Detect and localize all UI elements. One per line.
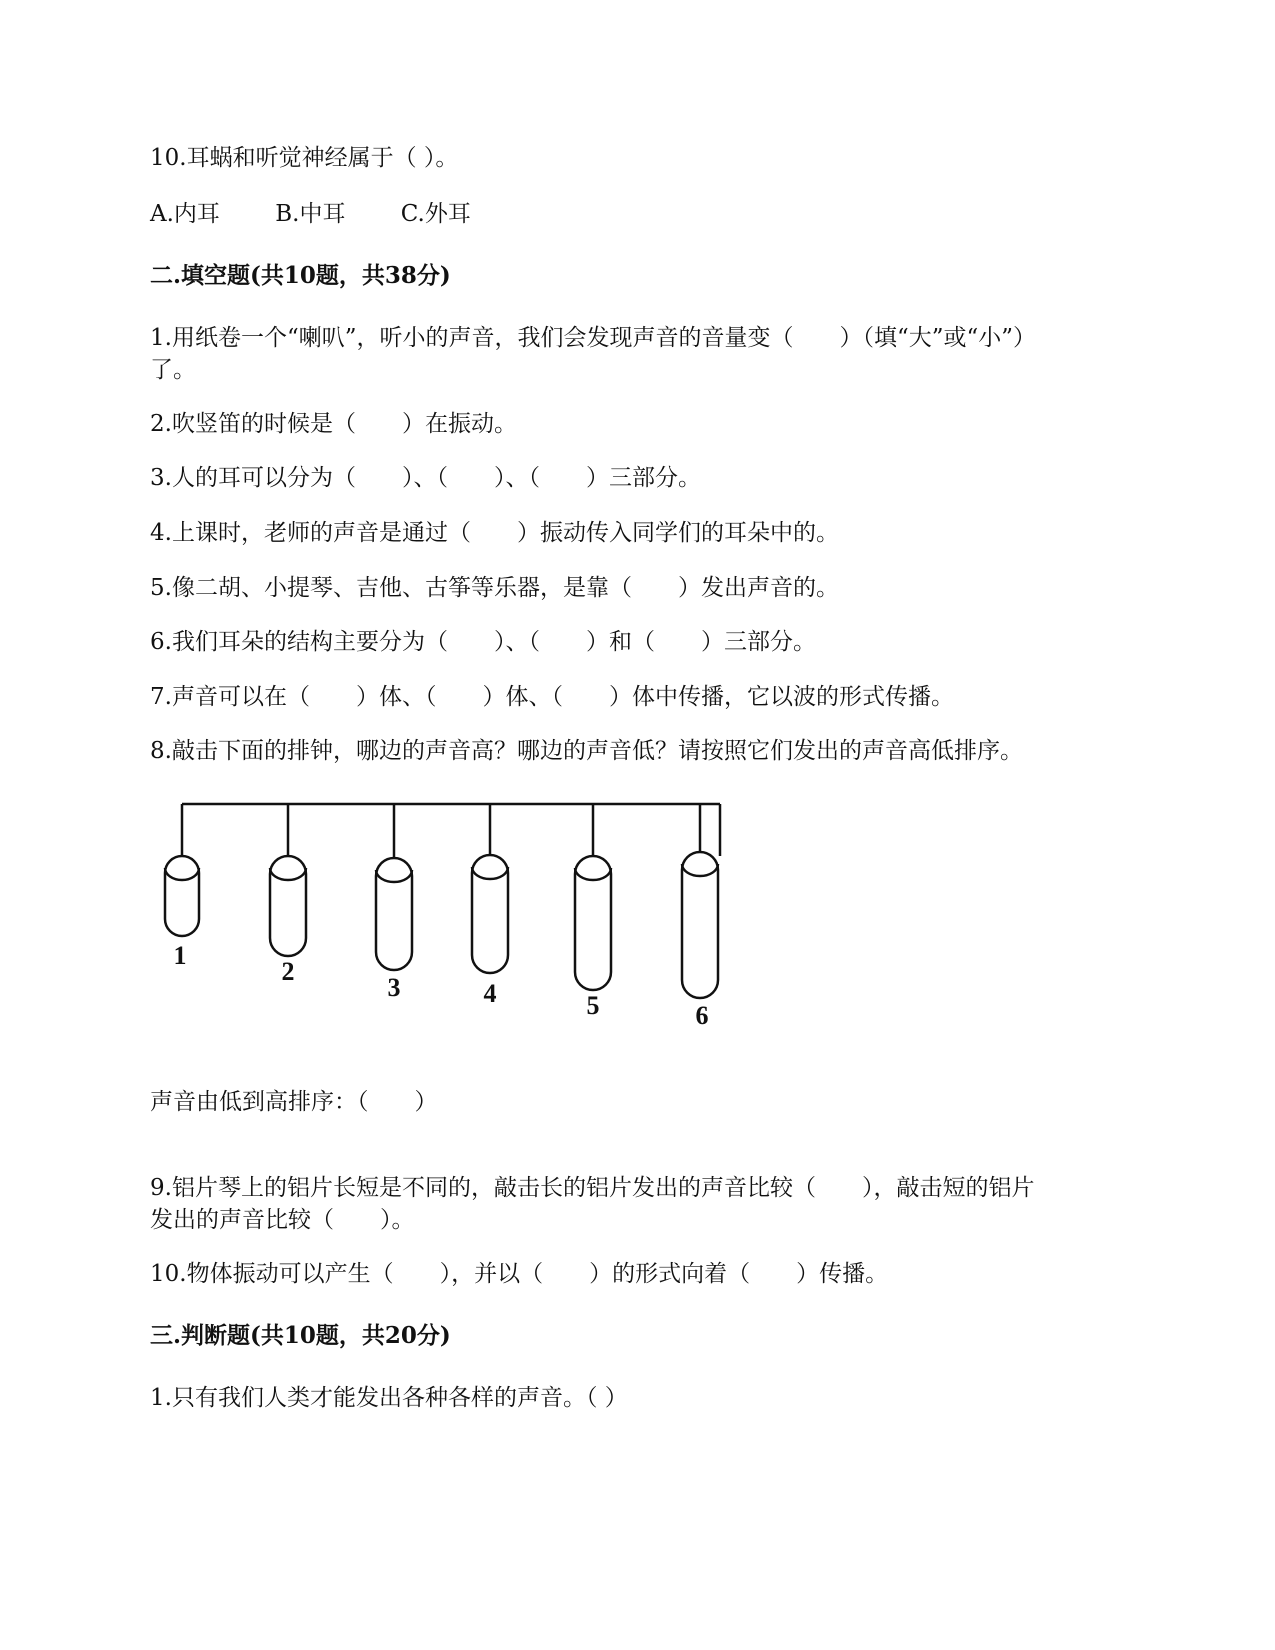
option-b: B.中耳 — [275, 201, 346, 227]
chime-label-1: 1 — [173, 941, 187, 970]
chime-label-6: 6 — [695, 1001, 709, 1030]
fill-q8: 8.敲击下面的排钟，哪边的声音高？哪边的声音低？请按照它们发出的声音高低排序。 — [150, 738, 1023, 764]
fill-q7: 7.声音可以在（ ）体、（ ）体、（ ）体中传播，它以波的形式传播。 — [150, 684, 954, 710]
fill-q9-line2: 发出的声音比较（ ）。 — [150, 1207, 415, 1233]
fill-q4: 4.上课时，老师的声音是通过（ ）振动传入同学们的耳朵中的。 — [150, 520, 839, 546]
chime-3 — [376, 858, 412, 970]
chime-label-2: 2 — [281, 957, 295, 986]
fill-q10: 10.物体振动可以产生（ ），并以（ ）的形式向着（ ）传播。 — [150, 1261, 889, 1287]
chime-label-4: 4 — [483, 979, 497, 1008]
fill-q8-answer: 声音由低到高排序：（ ） — [150, 1089, 438, 1115]
section-2-heading: 二.填空题(共10题，共38分) — [150, 262, 451, 289]
fill-q9-line1: 9.铝片琴上的铝片长短是不同的，敲击长的铝片发出的声音比较（ ），敲击短的铝片 — [150, 1175, 1035, 1201]
chime-label-3: 3 — [387, 973, 401, 1002]
fill-q1-line1: 1.用纸卷一个“喇叭”，听小的声音，我们会发现声音的音量变（ ）（填“大”或“小”） — [150, 325, 1036, 351]
chime-diagram — [150, 800, 760, 1080]
fill-q5: 5.像二胡、小提琴、吉他、古筝等乐器，是靠（ ）发出声音的。 — [150, 575, 839, 601]
fill-q3: 3.人的耳可以分为（ ）、（ ）、（ ）三部分。 — [150, 465, 701, 491]
fill-q1-line2: 了。 — [150, 357, 196, 383]
option-c: C.外耳 — [400, 201, 471, 227]
chime-4 — [472, 855, 508, 973]
chime-1 — [165, 856, 199, 936]
fill-q2: 2.吹竖笛的时候是（ ）在振动。 — [150, 411, 517, 437]
judge-q1: 1.只有我们人类才能发出各种各样的声音。（ ） — [150, 1385, 628, 1411]
chime-2 — [270, 856, 306, 956]
section-3-heading: 三.判断题(共10题，共20分) — [150, 1322, 451, 1349]
question-10-options — [150, 198, 519, 230]
fill-q6: 6.我们耳朵的结构主要分为（ ）、（ ）和（ ）三部分。 — [150, 629, 816, 655]
question-10-mc: 10.耳蜗和听觉神经属于（ ）。 — [150, 145, 459, 171]
option-a: A.内耳 — [150, 201, 220, 227]
chime-label-5: 5 — [586, 991, 600, 1020]
